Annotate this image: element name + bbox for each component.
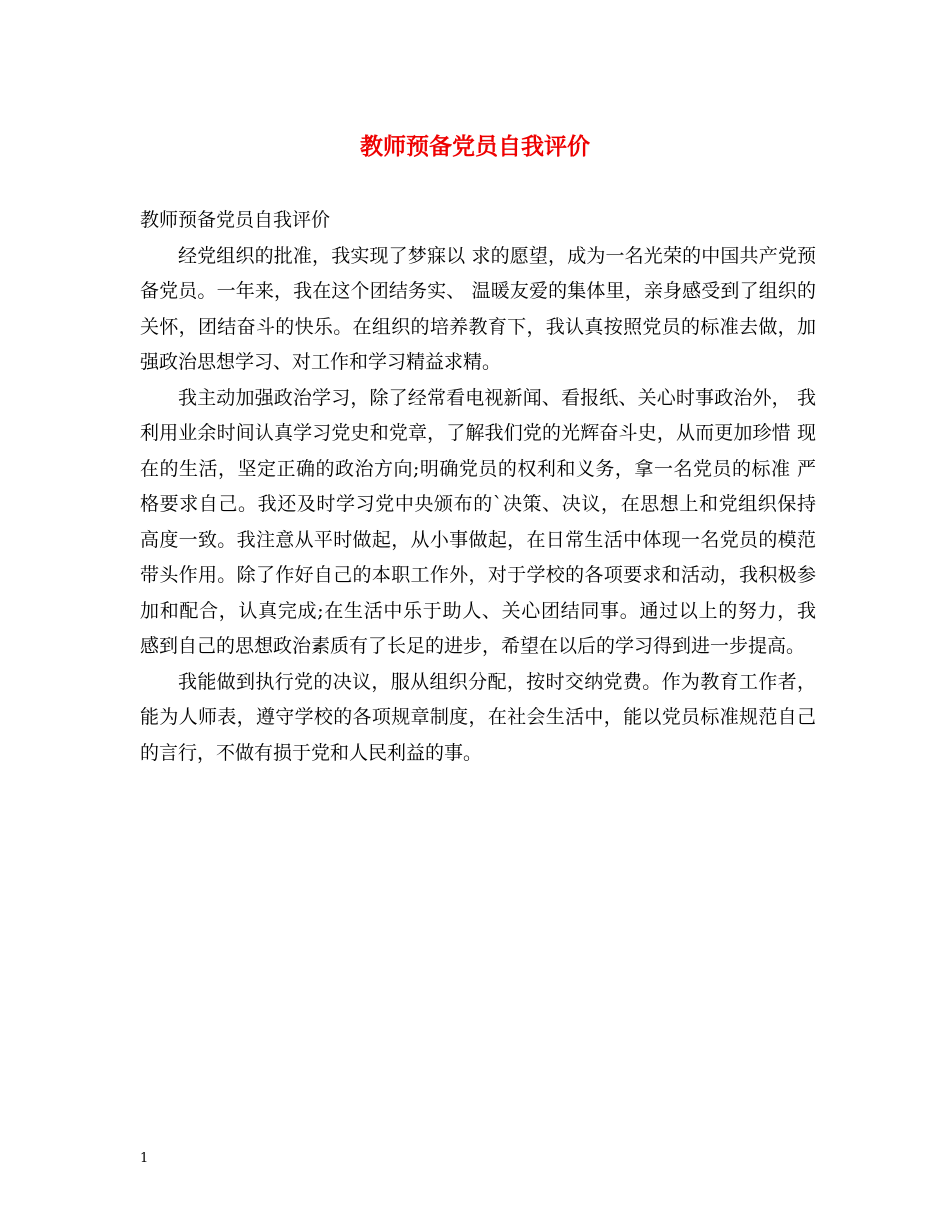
paragraph-3: 我能做到执行党的决议，服从组织分配，按时交纳党费。作为教育工作者，能为人师表，遵守学校的各项规章制度，在社会生活中，能以党员标准规范自己的言行，不做有损于党和人民利益的事。	[140, 670, 816, 764]
page-number: 1	[140, 1151, 149, 1166]
document-title: 教师预备党员自我评价	[360, 133, 590, 160]
paragraph-2: 我主动加强政治学习，除了经常看电视新闻、看报纸、关心时事政治外， 我利用业余时间认真学习党史和党章，了解我们党的光辉奋斗史，从而更加珍惜 现在的生活，坚定正确的政治方向;明确党员的权利和义务，拿一名党员的标准 严格要求自己。我还及时学习党中央颁布的`决策、决议，在思想上和党组织保持 高度一致。我注意从平时做起，从小事做起，在日常生活中体现一名党员的模范带头作用。除了作好自己的本职工作外，对于学校的各项要求和活动，我积极参加和配合，认真完成;在生活中乐于助人、关心团结同事。通过以上的努力，我 感到自己的思想政治素质有了长足的进步，希望在以后的学习得到进一步提高。	[140, 386, 816, 657]
document-subtitle: 教师预备党员自我评价	[140, 209, 331, 231]
paragraph-1: 经党组织的批准，我实现了梦寐以 求的愿望，成为一名光荣的中国共产党预备党员。一年来，我在这个团结务实、 温暖友爱的集体里，亲身感受到了组织的关怀，团结奋斗的快乐。在组织的培养教育下，我认真按照党员的标准去做，加强政治思想学习、对工作和学习精益求精。	[140, 244, 816, 373]
document-body	[140, 203, 816, 771]
